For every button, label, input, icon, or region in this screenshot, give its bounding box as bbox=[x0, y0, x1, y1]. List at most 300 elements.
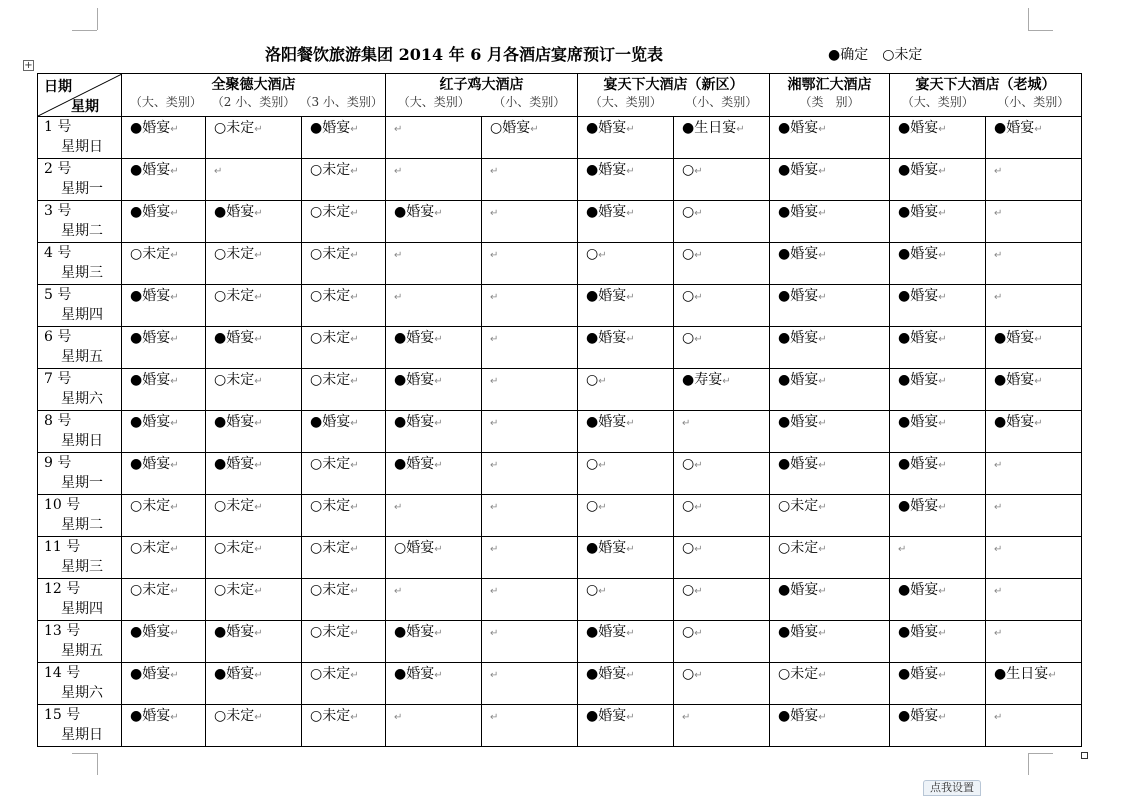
booking-status: ●寿宴 bbox=[682, 372, 723, 388]
booking-cell[interactable] bbox=[986, 411, 1082, 453]
date-label: 11 号 bbox=[44, 539, 81, 555]
booking-cell[interactable] bbox=[890, 453, 986, 495]
date-label: 12 号 bbox=[44, 581, 81, 597]
hotel-header bbox=[578, 74, 770, 117]
paragraph-mark-icon: ↵ bbox=[170, 460, 179, 471]
settings-button[interactable]: 点我设置 bbox=[923, 780, 981, 796]
booking-cell[interactable] bbox=[482, 369, 578, 411]
booking-cell[interactable] bbox=[890, 537, 986, 579]
booking-cell[interactable] bbox=[578, 411, 674, 453]
booking-cell[interactable] bbox=[986, 663, 1082, 705]
booking-cell[interactable] bbox=[986, 243, 1082, 285]
paragraph-mark-icon: ↵ bbox=[434, 418, 443, 429]
booking-cell[interactable] bbox=[674, 201, 770, 243]
table-row bbox=[38, 453, 1082, 495]
date-cell[interactable] bbox=[38, 453, 122, 495]
date-cell[interactable] bbox=[38, 285, 122, 327]
booking-cell[interactable] bbox=[674, 495, 770, 537]
paragraph-mark-icon: ↵ bbox=[994, 208, 1003, 219]
booking-cell[interactable] bbox=[386, 201, 482, 243]
crop-mark bbox=[1028, 30, 1053, 31]
paragraph-mark-icon: ↵ bbox=[394, 124, 403, 135]
paragraph-mark-icon: ↵ bbox=[254, 628, 263, 639]
weekday-label: 星期四 bbox=[61, 601, 103, 617]
booking-cell[interactable] bbox=[386, 453, 482, 495]
paragraph-mark-icon: ↵ bbox=[938, 208, 947, 219]
booking-status: ○未定 bbox=[778, 666, 819, 682]
booking-cell[interactable] bbox=[986, 327, 1082, 369]
date-cell[interactable] bbox=[38, 579, 122, 621]
date-label: 4 号 bbox=[44, 245, 72, 261]
booking-cell[interactable] bbox=[986, 621, 1082, 663]
booking-cell[interactable] bbox=[482, 243, 578, 285]
booking-cell[interactable] bbox=[674, 285, 770, 327]
booking-cell[interactable] bbox=[302, 537, 386, 579]
booking-cell[interactable] bbox=[578, 201, 674, 243]
hotel-header bbox=[122, 74, 386, 117]
date-label: 6 号 bbox=[44, 329, 72, 345]
booking-cell[interactable] bbox=[122, 453, 206, 495]
table-move-handle-icon[interactable]: + bbox=[24, 60, 33, 71]
booking-cell[interactable] bbox=[386, 159, 482, 201]
date-cell[interactable] bbox=[38, 117, 122, 159]
booking-cell[interactable] bbox=[122, 369, 206, 411]
booking-cell[interactable] bbox=[770, 705, 890, 747]
booking-cell[interactable] bbox=[986, 705, 1082, 747]
booking-cell[interactable] bbox=[770, 201, 890, 243]
booking-status: ○未定 bbox=[214, 288, 255, 304]
paragraph-mark-icon: ↵ bbox=[254, 502, 263, 513]
booking-cell[interactable] bbox=[986, 579, 1082, 621]
booking-cell[interactable] bbox=[890, 117, 986, 159]
crop-mark bbox=[72, 30, 97, 31]
paragraph-mark-icon: ↵ bbox=[490, 418, 499, 429]
table-row bbox=[38, 369, 1082, 411]
booking-cell[interactable] bbox=[386, 369, 482, 411]
booking-cell[interactable] bbox=[302, 369, 386, 411]
booking-cell[interactable] bbox=[386, 285, 482, 327]
paragraph-mark-icon: ↵ bbox=[170, 124, 179, 135]
paragraph-mark-icon: ↵ bbox=[350, 502, 359, 513]
booking-status: ●婚宴 bbox=[898, 624, 939, 640]
booking-cell[interactable] bbox=[578, 159, 674, 201]
paragraph-mark-icon: ↵ bbox=[694, 628, 703, 639]
date-label: 7 号 bbox=[44, 371, 72, 387]
paragraph-mark-icon: ↵ bbox=[938, 166, 947, 177]
booking-cell[interactable] bbox=[890, 663, 986, 705]
booking-cell[interactable] bbox=[674, 663, 770, 705]
booking-status: ●婚宴 bbox=[778, 288, 819, 304]
booking-status: ○未定 bbox=[214, 372, 255, 388]
paragraph-mark-icon: ↵ bbox=[490, 628, 499, 639]
booking-status: ●婚宴 bbox=[130, 624, 171, 640]
booking-cell[interactable] bbox=[206, 327, 302, 369]
booking-cell[interactable] bbox=[770, 579, 890, 621]
date-cell[interactable] bbox=[38, 705, 122, 747]
booking-status: ○未定 bbox=[130, 498, 171, 514]
booking-cell[interactable] bbox=[206, 621, 302, 663]
date-label: 3 号 bbox=[44, 203, 72, 219]
crop-mark bbox=[72, 753, 97, 754]
weekday-label: 星期日 bbox=[61, 139, 103, 155]
booking-cell[interactable] bbox=[206, 369, 302, 411]
booking-cell[interactable] bbox=[890, 243, 986, 285]
booking-cell[interactable] bbox=[770, 495, 890, 537]
paragraph-mark-icon: ↵ bbox=[350, 166, 359, 177]
paragraph-mark-icon: ↵ bbox=[254, 208, 263, 219]
crop-mark bbox=[1028, 753, 1053, 754]
booking-cell[interactable] bbox=[386, 411, 482, 453]
booking-status: ○婚宴 bbox=[490, 120, 531, 136]
paragraph-mark-icon: ↵ bbox=[694, 292, 703, 303]
booking-cell[interactable] bbox=[206, 537, 302, 579]
booking-cell[interactable] bbox=[770, 621, 890, 663]
booking-cell[interactable] bbox=[770, 453, 890, 495]
booking-cell[interactable] bbox=[578, 621, 674, 663]
paragraph-mark-icon: ↵ bbox=[682, 712, 691, 723]
paragraph-mark-icon: ↵ bbox=[254, 124, 263, 135]
table-row bbox=[38, 159, 1082, 201]
date-cell[interactable] bbox=[38, 327, 122, 369]
booking-cell[interactable] bbox=[482, 579, 578, 621]
booking-cell[interactable] bbox=[578, 579, 674, 621]
booking-cell[interactable] bbox=[770, 243, 890, 285]
booking-cell[interactable] bbox=[122, 705, 206, 747]
booking-cell[interactable] bbox=[986, 117, 1082, 159]
booking-status: ○未定 bbox=[214, 708, 255, 724]
booking-cell[interactable] bbox=[770, 159, 890, 201]
booking-cell[interactable] bbox=[122, 411, 206, 453]
booking-status: ●婚宴 bbox=[586, 540, 627, 556]
booking-cell[interactable] bbox=[302, 201, 386, 243]
booking-status: ●婚宴 bbox=[586, 204, 627, 220]
booking-status: ●婚宴 bbox=[394, 330, 435, 346]
booking-cell[interactable] bbox=[578, 117, 674, 159]
table-row bbox=[38, 621, 1082, 663]
booking-cell[interactable] bbox=[122, 327, 206, 369]
booking-status: ●婚宴 bbox=[394, 372, 435, 388]
paragraph-mark-icon: ↵ bbox=[254, 460, 263, 471]
booking-cell[interactable] bbox=[206, 411, 302, 453]
date-cell[interactable] bbox=[38, 537, 122, 579]
date-cell[interactable] bbox=[38, 159, 122, 201]
booking-cell[interactable] bbox=[674, 705, 770, 747]
booking-cell[interactable] bbox=[674, 117, 770, 159]
booking-status: ○未定 bbox=[310, 582, 351, 598]
booking-cell[interactable] bbox=[386, 327, 482, 369]
crop-mark bbox=[97, 753, 98, 775]
paragraph-mark-icon: ↵ bbox=[170, 334, 179, 345]
column-subheader: （大、类别） bbox=[589, 95, 662, 109]
paragraph-mark-icon: ↵ bbox=[530, 124, 539, 135]
booking-cell[interactable] bbox=[302, 579, 386, 621]
crop-mark bbox=[97, 8, 98, 30]
booking-cell[interactable] bbox=[302, 621, 386, 663]
booking-cell[interactable] bbox=[122, 117, 206, 159]
hotel-name: 全聚德大酒店 bbox=[211, 77, 296, 93]
booking-status: ○ bbox=[682, 246, 695, 262]
booking-status: ●生日宴 bbox=[682, 120, 737, 136]
booking-cell[interactable] bbox=[302, 327, 386, 369]
table-row bbox=[38, 201, 1082, 243]
table-resize-handle[interactable] bbox=[1081, 752, 1088, 759]
booking-cell[interactable] bbox=[770, 411, 890, 453]
booking-cell[interactable] bbox=[386, 495, 482, 537]
paragraph-mark-icon: ↵ bbox=[254, 292, 263, 303]
booking-cell[interactable] bbox=[578, 453, 674, 495]
table-row bbox=[38, 705, 1082, 747]
booking-cell[interactable] bbox=[122, 285, 206, 327]
booking-cell[interactable] bbox=[674, 369, 770, 411]
paragraph-mark-icon: ↵ bbox=[254, 670, 263, 681]
booking-cell[interactable] bbox=[674, 243, 770, 285]
booking-cell[interactable] bbox=[302, 159, 386, 201]
booking-status: ○未定 bbox=[310, 372, 351, 388]
paragraph-mark-icon: ↵ bbox=[598, 586, 607, 597]
booking-cell[interactable] bbox=[122, 663, 206, 705]
booking-cell[interactable] bbox=[890, 621, 986, 663]
booking-cell[interactable] bbox=[122, 243, 206, 285]
paragraph-mark-icon: ↵ bbox=[818, 670, 827, 681]
booking-cell[interactable] bbox=[482, 159, 578, 201]
date-label: 2 号 bbox=[44, 161, 72, 177]
paragraph-mark-icon: ↵ bbox=[626, 544, 635, 555]
date-label: 9 号 bbox=[44, 455, 72, 471]
booking-cell[interactable] bbox=[482, 663, 578, 705]
booking-cell[interactable] bbox=[674, 159, 770, 201]
booking-cell[interactable] bbox=[578, 663, 674, 705]
booking-cell[interactable] bbox=[122, 201, 206, 243]
booking-cell[interactable] bbox=[890, 285, 986, 327]
booking-cell[interactable] bbox=[122, 537, 206, 579]
paragraph-mark-icon: ↵ bbox=[434, 628, 443, 639]
booking-cell[interactable] bbox=[206, 495, 302, 537]
booking-cell[interactable] bbox=[206, 285, 302, 327]
booking-status: ●婚宴 bbox=[586, 414, 627, 430]
paragraph-mark-icon: ↵ bbox=[490, 208, 499, 219]
booking-cell[interactable] bbox=[302, 705, 386, 747]
booking-cell[interactable] bbox=[122, 621, 206, 663]
booking-cell[interactable] bbox=[122, 579, 206, 621]
booking-status: ○ bbox=[586, 456, 599, 472]
booking-cell[interactable] bbox=[890, 327, 986, 369]
paragraph-mark-icon: ↵ bbox=[626, 166, 635, 177]
weekday-label: 星期五 bbox=[61, 349, 103, 365]
booking-cell[interactable] bbox=[674, 453, 770, 495]
booking-cell[interactable] bbox=[986, 495, 1082, 537]
booking-cell[interactable] bbox=[302, 243, 386, 285]
booking-cell[interactable] bbox=[890, 579, 986, 621]
booking-cell[interactable] bbox=[302, 117, 386, 159]
date-cell[interactable] bbox=[38, 621, 122, 663]
booking-cell[interactable] bbox=[482, 285, 578, 327]
paragraph-mark-icon: ↵ bbox=[394, 502, 403, 513]
booking-status: ○未定 bbox=[130, 540, 171, 556]
booking-cell[interactable] bbox=[206, 117, 302, 159]
paragraph-mark-icon: ↵ bbox=[818, 166, 827, 177]
booking-cell[interactable] bbox=[986, 159, 1082, 201]
date-cell[interactable] bbox=[38, 201, 122, 243]
weekday-label: 星期三 bbox=[61, 265, 103, 281]
booking-cell[interactable] bbox=[482, 495, 578, 537]
booking-cell[interactable] bbox=[890, 159, 986, 201]
booking-status: ○ bbox=[682, 204, 695, 220]
booking-cell[interactable] bbox=[386, 537, 482, 579]
booking-cell[interactable] bbox=[890, 411, 986, 453]
booking-cell[interactable] bbox=[578, 327, 674, 369]
paragraph-mark-icon: ↵ bbox=[170, 670, 179, 681]
booking-status: ●婚宴 bbox=[994, 372, 1035, 388]
paragraph-mark-icon: ↵ bbox=[254, 586, 263, 597]
paragraph-mark-icon: ↵ bbox=[994, 502, 1003, 513]
date-cell[interactable] bbox=[38, 243, 122, 285]
booking-status: ●婚宴 bbox=[310, 414, 351, 430]
booking-cell[interactable] bbox=[986, 201, 1082, 243]
booking-cell[interactable] bbox=[302, 495, 386, 537]
paragraph-mark-icon: ↵ bbox=[694, 502, 703, 513]
booking-cell[interactable] bbox=[122, 495, 206, 537]
table-row bbox=[38, 327, 1082, 369]
weekday-label: 星期三 bbox=[61, 559, 103, 575]
booking-cell[interactable] bbox=[386, 621, 482, 663]
booking-cell[interactable] bbox=[302, 285, 386, 327]
booking-cell[interactable] bbox=[578, 285, 674, 327]
booking-status: ●婚宴 bbox=[898, 456, 939, 472]
booking-status: ○ bbox=[682, 330, 695, 346]
booking-status: ●生日宴 bbox=[994, 666, 1049, 682]
booking-cell[interactable] bbox=[770, 537, 890, 579]
weekday-label: 星期二 bbox=[61, 517, 103, 533]
booking-status: ○未定 bbox=[778, 540, 819, 556]
booking-cell[interactable] bbox=[578, 369, 674, 411]
booking-cell[interactable] bbox=[890, 201, 986, 243]
paragraph-mark-icon: ↵ bbox=[994, 250, 1003, 261]
booking-cell[interactable] bbox=[770, 117, 890, 159]
weekday-label: 星期一 bbox=[61, 475, 103, 491]
paragraph-mark-icon: ↵ bbox=[626, 628, 635, 639]
paragraph-mark-icon: ↵ bbox=[394, 292, 403, 303]
booking-cell[interactable] bbox=[386, 579, 482, 621]
paragraph-mark-icon: ↵ bbox=[938, 502, 947, 513]
booking-cell[interactable] bbox=[482, 117, 578, 159]
booking-cell[interactable] bbox=[674, 621, 770, 663]
booking-cell[interactable] bbox=[770, 327, 890, 369]
booking-cell[interactable] bbox=[386, 117, 482, 159]
booking-cell[interactable] bbox=[770, 663, 890, 705]
booking-cell[interactable] bbox=[986, 369, 1082, 411]
paragraph-mark-icon: ↵ bbox=[434, 208, 443, 219]
booking-cell[interactable] bbox=[674, 537, 770, 579]
booking-cell[interactable] bbox=[890, 369, 986, 411]
column-subheader: （类 别） bbox=[799, 95, 860, 109]
booking-cell[interactable] bbox=[482, 201, 578, 243]
booking-cell[interactable] bbox=[302, 663, 386, 705]
booking-status: ●婚宴 bbox=[394, 666, 435, 682]
paragraph-mark-icon: ↵ bbox=[490, 334, 499, 345]
date-label: 1 号 bbox=[44, 119, 72, 135]
booking-cell[interactable] bbox=[206, 663, 302, 705]
booking-cell[interactable] bbox=[986, 285, 1082, 327]
paragraph-mark-icon: ↵ bbox=[170, 166, 179, 177]
booking-cell[interactable] bbox=[302, 411, 386, 453]
booking-status: ●婚宴 bbox=[778, 120, 819, 136]
paragraph-mark-icon: ↵ bbox=[490, 460, 499, 471]
booking-cell[interactable] bbox=[122, 159, 206, 201]
booking-cell[interactable] bbox=[986, 453, 1082, 495]
booking-cell[interactable] bbox=[482, 537, 578, 579]
booking-status: ●婚宴 bbox=[778, 414, 819, 430]
paragraph-mark-icon: ↵ bbox=[350, 250, 359, 261]
booking-cell[interactable] bbox=[482, 411, 578, 453]
booking-cell[interactable] bbox=[302, 453, 386, 495]
paragraph-mark-icon: ↵ bbox=[350, 334, 359, 345]
paragraph-mark-icon: ↵ bbox=[938, 418, 947, 429]
booking-status: ●婚宴 bbox=[214, 456, 255, 472]
date-cell[interactable] bbox=[38, 411, 122, 453]
booking-cell[interactable] bbox=[206, 243, 302, 285]
booking-status: ○ bbox=[682, 498, 695, 514]
booking-cell[interactable] bbox=[770, 285, 890, 327]
paragraph-mark-icon: ↵ bbox=[818, 250, 827, 261]
paragraph-mark-icon: ↵ bbox=[626, 670, 635, 681]
booking-cell[interactable] bbox=[674, 411, 770, 453]
booking-cell[interactable] bbox=[674, 579, 770, 621]
booking-cell[interactable] bbox=[482, 621, 578, 663]
booking-cell[interactable] bbox=[578, 705, 674, 747]
paragraph-mark-icon: ↵ bbox=[598, 376, 607, 387]
booking-cell[interactable] bbox=[578, 537, 674, 579]
paragraph-mark-icon: ↵ bbox=[1034, 124, 1043, 135]
booking-cell[interactable] bbox=[578, 243, 674, 285]
booking-cell[interactable] bbox=[770, 369, 890, 411]
paragraph-mark-icon: ↵ bbox=[938, 292, 947, 303]
date-cell[interactable] bbox=[38, 369, 122, 411]
booking-status: ●婚宴 bbox=[898, 414, 939, 430]
paragraph-mark-icon: ↵ bbox=[938, 334, 947, 345]
date-cell[interactable] bbox=[38, 495, 122, 537]
booking-cell[interactable] bbox=[206, 159, 302, 201]
paragraph-mark-icon: ↵ bbox=[434, 376, 443, 387]
booking-cell[interactable] bbox=[482, 453, 578, 495]
booking-status: ●婚宴 bbox=[898, 582, 939, 598]
booking-status: ○未定 bbox=[310, 540, 351, 556]
booking-cell[interactable] bbox=[482, 705, 578, 747]
booking-status: ●婚宴 bbox=[394, 456, 435, 472]
booking-cell[interactable] bbox=[890, 705, 986, 747]
booking-cell[interactable] bbox=[386, 705, 482, 747]
paragraph-mark-icon: ↵ bbox=[490, 250, 499, 261]
booking-status: ○ bbox=[682, 624, 695, 640]
paragraph-mark-icon: ↵ bbox=[598, 460, 607, 471]
paragraph-mark-icon: ↵ bbox=[434, 544, 443, 555]
booking-status: ●婚宴 bbox=[214, 414, 255, 430]
booking-cell[interactable] bbox=[890, 495, 986, 537]
booking-cell[interactable] bbox=[986, 537, 1082, 579]
booking-cell[interactable] bbox=[386, 663, 482, 705]
date-cell[interactable] bbox=[38, 663, 122, 705]
header-row bbox=[38, 74, 1082, 117]
booking-cell[interactable] bbox=[206, 201, 302, 243]
booking-cell[interactable] bbox=[206, 705, 302, 747]
booking-cell[interactable] bbox=[578, 495, 674, 537]
paragraph-mark-icon: ↵ bbox=[898, 544, 907, 555]
booking-cell[interactable] bbox=[674, 327, 770, 369]
booking-cell[interactable] bbox=[482, 327, 578, 369]
booking-cell[interactable] bbox=[206, 453, 302, 495]
booking-cell[interactable] bbox=[386, 243, 482, 285]
booking-status: ○未定 bbox=[310, 204, 351, 220]
booking-cell[interactable] bbox=[206, 579, 302, 621]
